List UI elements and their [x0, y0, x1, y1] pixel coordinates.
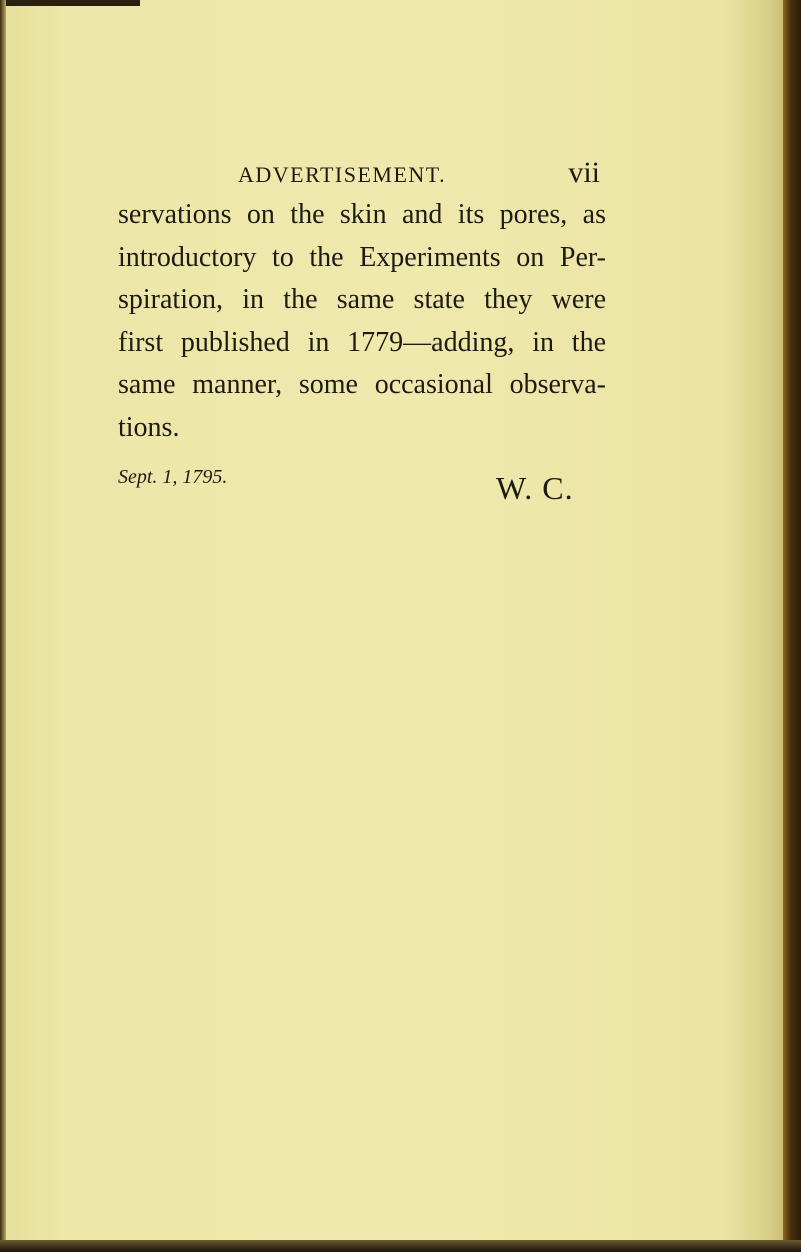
text-line: first published in 1779—adding, in the	[118, 326, 606, 358]
signature-initials: W. C.	[496, 470, 574, 506]
running-head	[238, 156, 600, 190]
text-line: introductory to the Experiments on Per-	[118, 241, 606, 273]
page-fore-edge	[783, 0, 801, 1252]
body-paragraph	[118, 194, 606, 450]
text-line: tions.	[118, 411, 180, 443]
text-line: spiration, in the same state they were	[118, 284, 606, 316]
page-number: vii	[568, 156, 600, 189]
text-line: same manner, some occasional observa-	[118, 369, 606, 401]
page-gutter-edge	[0, 0, 6, 1252]
page-bottom-edge	[0, 1240, 801, 1252]
running-title: ADVERTISEMENT.	[238, 162, 447, 187]
page-top-edge	[0, 0, 140, 6]
date-line: Sept. 1, 1795.	[118, 466, 228, 488]
text-line: servations on the skin and its pores, as	[118, 199, 606, 230]
